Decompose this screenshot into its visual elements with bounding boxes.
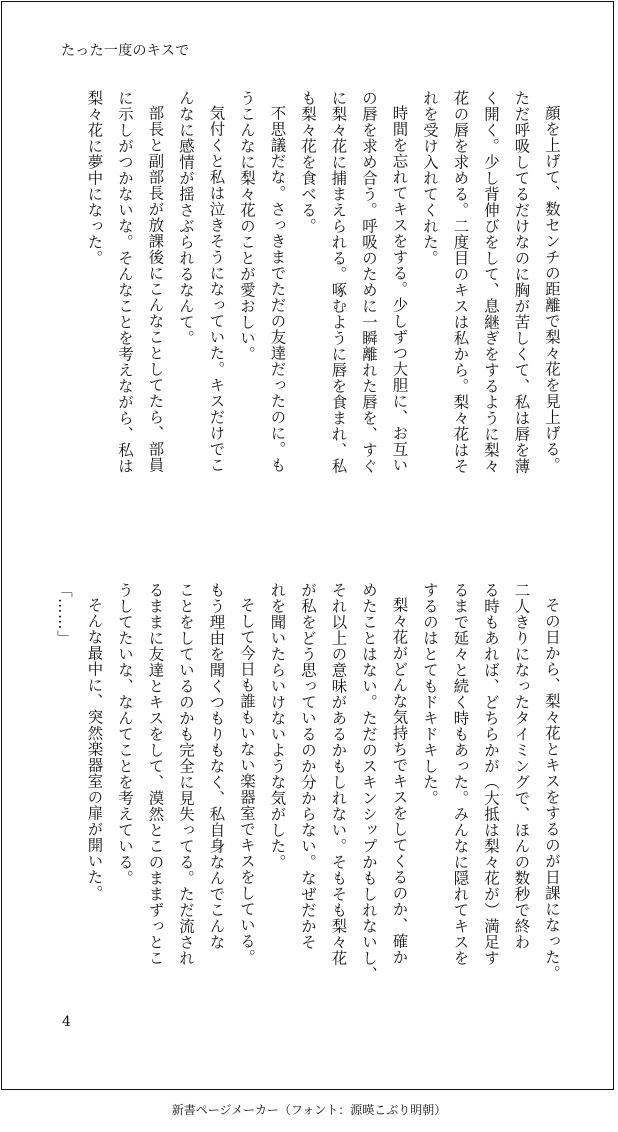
footer-caption: 新書ページメーカー（フォント：源暎こぶり明朝）: [171, 1103, 447, 1117]
lower-vertical-text: [49, 582, 568, 982]
text-line: も梨々花を食べる。: [299, 90, 317, 234]
text-line: ただ呼吸してるだけなのに胸が苦しくて、私は唇を薄: [512, 90, 531, 474]
text-line: の唇を求め合う。呼吸のために一瞬離れた唇を、すぐ: [360, 90, 378, 474]
lower-text-block: [55, 582, 567, 982]
text-line: 花の唇を求める。二度目のキスは私から。梨々花はそ: [451, 90, 470, 474]
text-line: るまで延々と続く時もあった。みんなに隠れてキスを: [451, 582, 470, 966]
book-page: [1, 1, 614, 1090]
text-line: そして今日も誰もいない楽器室でキスをしている。: [238, 597, 256, 966]
text-line: が私をどう思っているのか分からない。なぜだかそ: [299, 582, 317, 950]
text-line: その日から、梨々花とキスをするのが日課になった。: [543, 597, 561, 982]
text-line: に梨々花に捕まえられる。啄むように唇を食まれ、私: [329, 90, 348, 474]
text-line: れを聞いたらいけないような気がした。: [268, 582, 287, 870]
text-line: 顔を上げて、数センチの距離で梨々花を見上げる。: [543, 105, 561, 474]
text-line: く開く。少し背伸びをして、息継ぎをするように梨々: [482, 90, 500, 474]
text-line: うしてたいな、なんてことを考えている。: [116, 582, 134, 886]
text-line: めたことはない。ただのスキンシップかもしれないし、: [360, 582, 378, 982]
upper-vertical-text: [79, 90, 567, 474]
text-line: ことをしているのかも完全に見失ってる。ただ流され: [177, 582, 195, 966]
text-line: に示しがつかないな。そんなことを考えながら、私は: [116, 90, 134, 474]
text-line: そんな最中に、突然楽器室の扉が開いた。: [85, 597, 104, 902]
running-head: たった一度のキスで: [61, 43, 190, 59]
upper-text-block: [72, 90, 567, 535]
text-line: うこんなに梨々花のことが愛おしい。: [238, 90, 256, 362]
text-line: れを受け入れてくれた。: [421, 90, 439, 266]
text-line: 部長と副部長が放課後にこんなことしてたら、部員: [146, 105, 165, 474]
text-line: 不思議だな。さっきまでただの友達だったのに。も: [268, 105, 287, 474]
text-line: んなに感情が揺さぶられるなんて。: [177, 90, 195, 346]
text-line: 二人きりになったタイミングで、ほんの数秒で終わ: [512, 582, 531, 950]
text-line: 時間を忘れてキスをする。少しずつ大胆に、お互い: [390, 105, 409, 474]
text-line: 気付くと私は泣きそうになっていた。キスだけでこ: [207, 105, 226, 474]
text-line: 「……」: [55, 582, 73, 646]
text-line: 梨々花に夢中になった。: [85, 90, 104, 266]
text-line: る時もあれば、どちらかが（大抵は梨々花が）満足す: [482, 582, 500, 966]
text-line: もう理由を聞くつもりもなく、私自身なんでこんな: [207, 582, 226, 950]
text-line: それ以上の意味があるかもしれない。そもそも梨々花: [329, 582, 348, 966]
page-number: 4: [62, 1014, 71, 1030]
text-line: するのはとてもドキドキした。: [421, 582, 439, 806]
text-line: るままに友達とキスをして、漠然とこのままずっとこ: [146, 582, 165, 966]
text-line: 梨々花がどんな気持ちでキスをしてくるのか、確か: [390, 597, 409, 966]
